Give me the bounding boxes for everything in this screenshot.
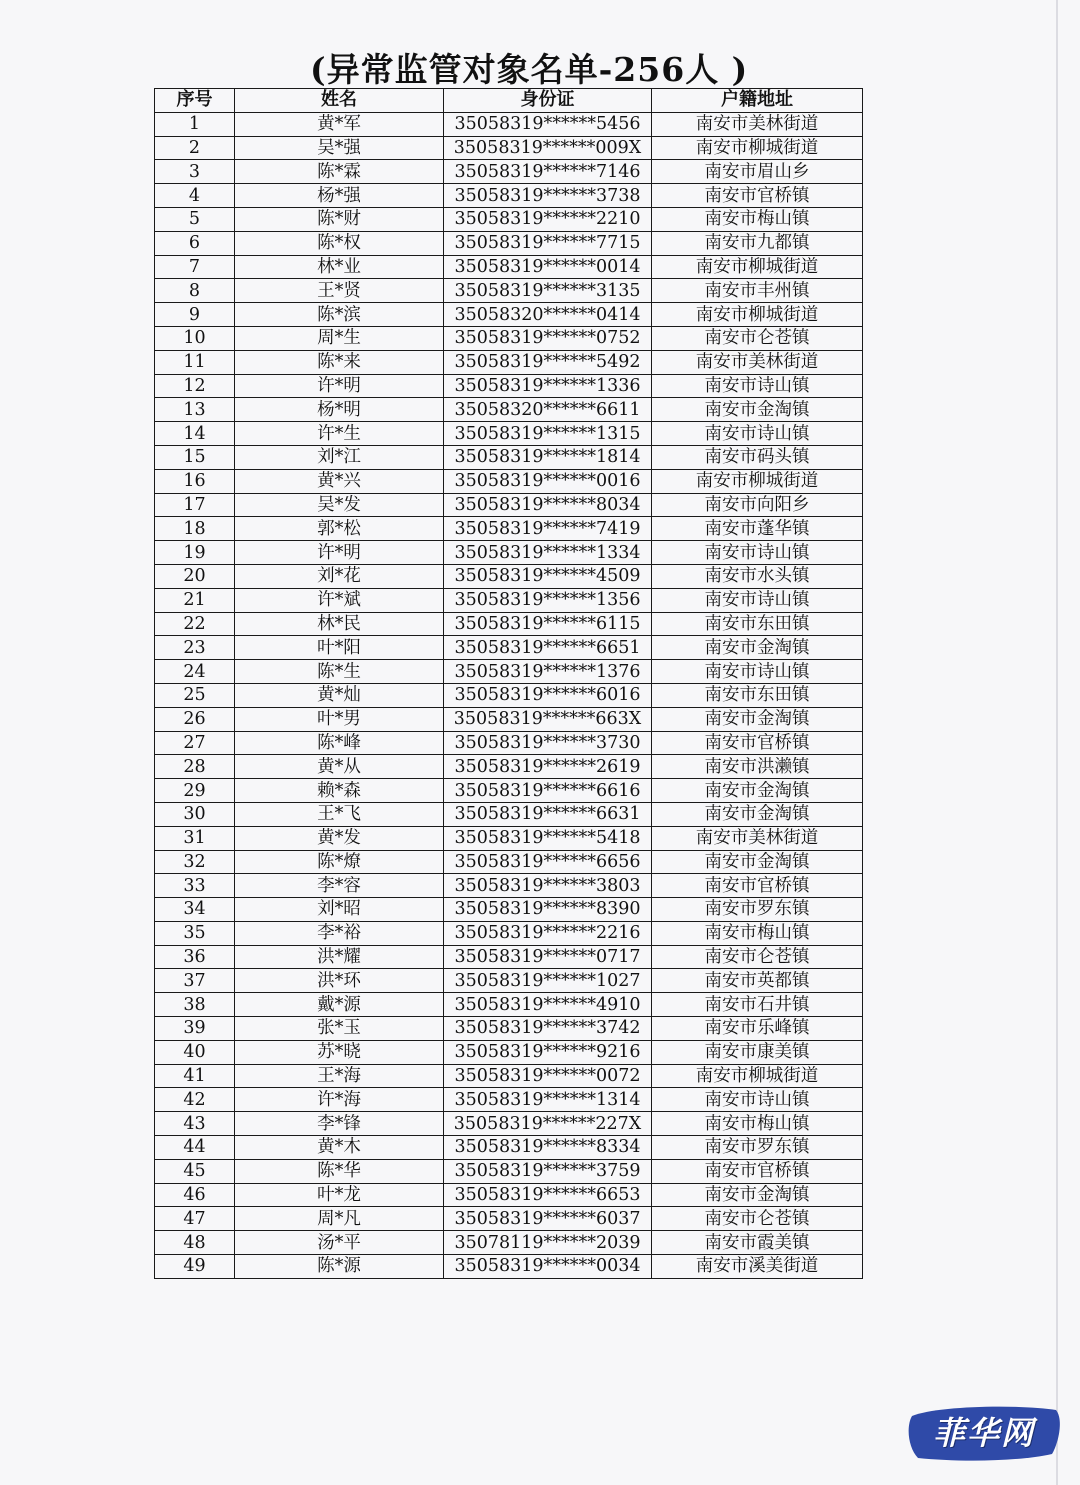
table-row — [155, 1255, 863, 1279]
cell-name: 林*业 — [235, 255, 444, 279]
cell-name: 赖*森 — [235, 779, 444, 803]
cell-id-number: 35058319******0072 — [444, 1064, 652, 1088]
cell-id-number: 35058319******5492 — [444, 350, 652, 374]
cell-index: 4 — [155, 184, 235, 208]
cell-index: 42 — [155, 1088, 235, 1112]
cell-index: 27 — [155, 731, 235, 755]
cell-id-number: 35058319******6651 — [444, 636, 652, 660]
table-row — [155, 207, 863, 231]
cell-index: 33 — [155, 874, 235, 898]
cell-address: 南安市梅山镇 — [652, 207, 863, 231]
column-header-address: 户籍地址 — [652, 89, 863, 113]
table-row — [155, 255, 863, 279]
cell-name: 陈*峰 — [235, 731, 444, 755]
cell-index: 29 — [155, 779, 235, 803]
cell-id-number: 35058319******0752 — [444, 326, 652, 350]
table-row — [155, 1112, 863, 1136]
cell-address: 南安市柳城街道 — [652, 255, 863, 279]
cell-id-number: 35058319******8390 — [444, 898, 652, 922]
cell-index: 36 — [155, 945, 235, 969]
cell-id-number: 35058319******1027 — [444, 969, 652, 993]
cell-id-number: 35058319******6037 — [444, 1207, 652, 1231]
table-row — [155, 779, 863, 803]
cell-index: 37 — [155, 969, 235, 993]
cell-name: 黄*军 — [235, 112, 444, 136]
cell-name: 刘*江 — [235, 445, 444, 469]
cell-address: 南安市美林街道 — [652, 350, 863, 374]
cell-name: 陈*霖 — [235, 160, 444, 184]
cell-id-number: 35058319******1356 — [444, 588, 652, 612]
cell-name: 王*海 — [235, 1064, 444, 1088]
cell-index: 5 — [155, 207, 235, 231]
table-row — [155, 945, 863, 969]
cell-id-number: 35058319******3738 — [444, 184, 652, 208]
table-row — [155, 755, 863, 779]
cell-address: 南安市石井镇 — [652, 993, 863, 1017]
table-row — [155, 1136, 863, 1160]
cell-index: 23 — [155, 636, 235, 660]
cell-index: 18 — [155, 517, 235, 541]
cell-address: 南安市码头镇 — [652, 445, 863, 469]
table-row — [155, 1017, 863, 1041]
cell-address: 南安市柳城街道 — [652, 469, 863, 493]
cell-name: 张*玉 — [235, 1017, 444, 1041]
table-row — [155, 683, 863, 707]
cell-name: 陈*生 — [235, 660, 444, 684]
table-row — [155, 136, 863, 160]
cell-id-number: 35058319******0034 — [444, 1255, 652, 1279]
cell-address: 南安市霞美镇 — [652, 1231, 863, 1255]
cell-name: 洪*环 — [235, 969, 444, 993]
table-row — [155, 398, 863, 422]
cell-name: 周*凡 — [235, 1207, 444, 1231]
cell-index: 2 — [155, 136, 235, 160]
cell-id-number: 35058319******4509 — [444, 564, 652, 588]
cell-address: 南安市诗山镇 — [652, 588, 863, 612]
cell-id-number: 35058319******7715 — [444, 231, 652, 255]
table-header-row — [155, 89, 863, 113]
cell-name: 王*贤 — [235, 279, 444, 303]
table-row — [155, 160, 863, 184]
cell-index: 7 — [155, 255, 235, 279]
table-row — [155, 517, 863, 541]
cell-address: 南安市罗东镇 — [652, 1136, 863, 1160]
cell-id-number: 35058319******6631 — [444, 802, 652, 826]
watermark-text: 菲华网 — [932, 1414, 1035, 1452]
cell-name: 许*明 — [235, 541, 444, 565]
cell-address: 南安市溪美街道 — [652, 1255, 863, 1279]
cell-id-number: 35058319******2210 — [444, 207, 652, 231]
cell-address: 南安市梅山镇 — [652, 921, 863, 945]
cell-id-number: 35058319******009X — [444, 136, 652, 160]
cell-index: 16 — [155, 469, 235, 493]
cell-address: 南安市官桥镇 — [652, 184, 863, 208]
cell-name: 李*裕 — [235, 921, 444, 945]
cell-id-number: 35058319******3803 — [444, 874, 652, 898]
document-title: (异常监管对象名单-256人 ) — [310, 50, 749, 89]
cell-name: 李*容 — [235, 874, 444, 898]
cell-name: 许*生 — [235, 422, 444, 446]
cell-index: 48 — [155, 1231, 235, 1255]
column-header-id: 身份证 — [444, 89, 652, 113]
table-row — [155, 493, 863, 517]
column-header-index: 序号 — [155, 89, 235, 113]
cell-address: 南安市东田镇 — [652, 612, 863, 636]
cell-address: 南安市眉山乡 — [652, 160, 863, 184]
cell-address: 南安市柳城街道 — [652, 1064, 863, 1088]
cell-address: 南安市仑苍镇 — [652, 326, 863, 350]
cell-address: 南安市乐峰镇 — [652, 1017, 863, 1041]
cell-name: 杨*明 — [235, 398, 444, 422]
cell-index: 10 — [155, 326, 235, 350]
table-row — [155, 850, 863, 874]
cell-id-number: 35058319******9216 — [444, 1040, 652, 1064]
cell-address: 南安市英都镇 — [652, 969, 863, 993]
table-row — [155, 1040, 863, 1064]
table-row — [155, 802, 863, 826]
cell-name: 吴*发 — [235, 493, 444, 517]
cell-id-number: 35058319******8334 — [444, 1136, 652, 1160]
cell-address: 南安市柳城街道 — [652, 136, 863, 160]
cell-address: 南安市金淘镇 — [652, 850, 863, 874]
cell-name: 陈*源 — [235, 1255, 444, 1279]
table-row — [155, 1088, 863, 1112]
cell-address: 南安市丰州镇 — [652, 279, 863, 303]
table-body — [155, 112, 863, 1278]
table-row — [155, 350, 863, 374]
cell-id-number: 35058320******0414 — [444, 303, 652, 327]
cell-name: 叶*男 — [235, 707, 444, 731]
cell-id-number: 35058319******1376 — [444, 660, 652, 684]
cell-name: 刘*昭 — [235, 898, 444, 922]
cell-index: 49 — [155, 1255, 235, 1279]
cell-index: 32 — [155, 850, 235, 874]
cell-index: 45 — [155, 1159, 235, 1183]
table-row — [155, 1183, 863, 1207]
cell-id-number: 35058319******5418 — [444, 826, 652, 850]
cell-name: 郭*松 — [235, 517, 444, 541]
cell-name: 汤*平 — [235, 1231, 444, 1255]
table-row — [155, 1207, 863, 1231]
cell-address: 南安市美林街道 — [652, 826, 863, 850]
cell-name: 陈*权 — [235, 231, 444, 255]
cell-id-number: 35058319******3135 — [444, 279, 652, 303]
cell-index: 35 — [155, 921, 235, 945]
cell-address: 南安市官桥镇 — [652, 874, 863, 898]
table-row — [155, 469, 863, 493]
cell-index: 40 — [155, 1040, 235, 1064]
cell-id-number: 35058319******7146 — [444, 160, 652, 184]
cell-name: 陈*滨 — [235, 303, 444, 327]
table-row — [155, 612, 863, 636]
table-row — [155, 731, 863, 755]
roster-table — [154, 88, 863, 1279]
cell-address: 南安市梅山镇 — [652, 1112, 863, 1136]
cell-address: 南安市东田镇 — [652, 683, 863, 707]
cell-id-number: 35058319******6653 — [444, 1183, 652, 1207]
table-row — [155, 707, 863, 731]
cell-index: 30 — [155, 802, 235, 826]
cell-id-number: 35058319******0717 — [444, 945, 652, 969]
cell-index: 8 — [155, 279, 235, 303]
cell-index: 34 — [155, 898, 235, 922]
cell-index: 26 — [155, 707, 235, 731]
cell-address: 南安市水头镇 — [652, 564, 863, 588]
cell-index: 9 — [155, 303, 235, 327]
table-row — [155, 1064, 863, 1088]
table-row — [155, 422, 863, 446]
table-row — [155, 445, 863, 469]
cell-name: 黄*发 — [235, 826, 444, 850]
cell-name: 刘*花 — [235, 564, 444, 588]
cell-name: 苏*晓 — [235, 1040, 444, 1064]
cell-id-number: 35058319******2619 — [444, 755, 652, 779]
table-row — [155, 184, 863, 208]
table-row — [155, 564, 863, 588]
cell-address: 南安市金淘镇 — [652, 398, 863, 422]
cell-address: 南安市诗山镇 — [652, 1088, 863, 1112]
table-row — [155, 231, 863, 255]
table-row — [155, 279, 863, 303]
cell-name: 黄*兴 — [235, 469, 444, 493]
cell-index: 20 — [155, 564, 235, 588]
cell-name: 叶*龙 — [235, 1183, 444, 1207]
cell-name: 林*民 — [235, 612, 444, 636]
cell-id-number: 35078119******2039 — [444, 1231, 652, 1255]
cell-index: 31 — [155, 826, 235, 850]
cell-id-number: 35058319******1336 — [444, 374, 652, 398]
table-row — [155, 1159, 863, 1183]
cell-index: 12 — [155, 374, 235, 398]
cell-name: 周*生 — [235, 326, 444, 350]
cell-name: 李*锋 — [235, 1112, 444, 1136]
cell-name: 陈*来 — [235, 350, 444, 374]
cell-index: 47 — [155, 1207, 235, 1231]
cell-index: 28 — [155, 755, 235, 779]
cell-id-number: 35058319******3730 — [444, 731, 652, 755]
cell-name: 吴*强 — [235, 136, 444, 160]
table-row — [155, 898, 863, 922]
cell-id-number: 35058319******6016 — [444, 683, 652, 707]
cell-address: 南安市康美镇 — [652, 1040, 863, 1064]
cell-index: 15 — [155, 445, 235, 469]
cell-address: 南安市仑苍镇 — [652, 1207, 863, 1231]
cell-index: 14 — [155, 422, 235, 446]
table-row — [155, 374, 863, 398]
cell-address: 南安市九都镇 — [652, 231, 863, 255]
cell-id-number: 35058319******1314 — [444, 1088, 652, 1112]
table-row — [155, 993, 863, 1017]
cell-address: 南安市蓬华镇 — [652, 517, 863, 541]
cell-index: 13 — [155, 398, 235, 422]
table-row — [155, 636, 863, 660]
table-row — [155, 1231, 863, 1255]
cell-id-number: 35058319******2216 — [444, 921, 652, 945]
table-row — [155, 826, 863, 850]
cell-name: 叶*阳 — [235, 636, 444, 660]
cell-id-number: 35058319******1334 — [444, 541, 652, 565]
table-row — [155, 874, 863, 898]
cell-address: 南安市诗山镇 — [652, 660, 863, 684]
cell-index: 43 — [155, 1112, 235, 1136]
cell-address: 南安市诗山镇 — [652, 422, 863, 446]
cell-address: 南安市金淘镇 — [652, 802, 863, 826]
cell-id-number: 35058319******227X — [444, 1112, 652, 1136]
cell-id-number: 35058319******6616 — [444, 779, 652, 803]
table-row — [155, 588, 863, 612]
table-row — [155, 969, 863, 993]
cell-name: 陈*华 — [235, 1159, 444, 1183]
cell-address: 南安市诗山镇 — [652, 374, 863, 398]
cell-address: 南安市金淘镇 — [652, 707, 863, 731]
cell-address: 南安市仑苍镇 — [652, 945, 863, 969]
cell-id-number: 35058319******5456 — [444, 112, 652, 136]
cell-address: 南安市金淘镇 — [652, 636, 863, 660]
cell-index: 6 — [155, 231, 235, 255]
cell-name: 陈*燎 — [235, 850, 444, 874]
cell-address: 南安市金淘镇 — [652, 1183, 863, 1207]
cell-address: 南安市柳城街道 — [652, 303, 863, 327]
cell-address: 南安市金淘镇 — [652, 779, 863, 803]
cell-id-number: 35058319******663X — [444, 707, 652, 731]
cell-id-number: 35058319******7419 — [444, 517, 652, 541]
cell-index: 22 — [155, 612, 235, 636]
cell-name: 王*飞 — [235, 802, 444, 826]
cell-index: 39 — [155, 1017, 235, 1041]
cell-address: 南安市洪濑镇 — [652, 755, 863, 779]
cell-name: 许*斌 — [235, 588, 444, 612]
cell-name: 黄*从 — [235, 755, 444, 779]
cell-index: 25 — [155, 683, 235, 707]
cell-index: 24 — [155, 660, 235, 684]
table-row — [155, 303, 863, 327]
cell-name: 黄*灿 — [235, 683, 444, 707]
cell-name: 许*海 — [235, 1088, 444, 1112]
cell-address: 南安市官桥镇 — [652, 731, 863, 755]
cell-index: 3 — [155, 160, 235, 184]
cell-index: 11 — [155, 350, 235, 374]
cell-index: 21 — [155, 588, 235, 612]
cell-index: 19 — [155, 541, 235, 565]
cell-index: 17 — [155, 493, 235, 517]
cell-name: 戴*源 — [235, 993, 444, 1017]
cell-id-number: 35058319******3742 — [444, 1017, 652, 1041]
cell-address: 南安市向阳乡 — [652, 493, 863, 517]
cell-name: 陈*财 — [235, 207, 444, 231]
cell-address: 南安市诗山镇 — [652, 541, 863, 565]
cell-index: 41 — [155, 1064, 235, 1088]
cell-index: 38 — [155, 993, 235, 1017]
cell-index: 1 — [155, 112, 235, 136]
table-row — [155, 541, 863, 565]
cell-index: 46 — [155, 1183, 235, 1207]
cell-id-number: 35058319******8034 — [444, 493, 652, 517]
table-row — [155, 660, 863, 684]
cell-id-number: 35058319******0014 — [444, 255, 652, 279]
cell-index: 44 — [155, 1136, 235, 1160]
cell-id-number: 35058319******6115 — [444, 612, 652, 636]
site-watermark — [906, 1404, 1062, 1462]
cell-id-number: 35058319******1814 — [444, 445, 652, 469]
cell-id-number: 35058319******0016 — [444, 469, 652, 493]
table-row — [155, 921, 863, 945]
cell-address: 南安市罗东镇 — [652, 898, 863, 922]
cell-address: 南安市官桥镇 — [652, 1159, 863, 1183]
table-row — [155, 326, 863, 350]
cell-name: 黄*木 — [235, 1136, 444, 1160]
column-header-name: 姓名 — [235, 89, 444, 113]
cell-id-number: 35058319******6656 — [444, 850, 652, 874]
cell-id-number: 35058320******6611 — [444, 398, 652, 422]
cell-name: 许*明 — [235, 374, 444, 398]
cell-id-number: 35058319******4910 — [444, 993, 652, 1017]
cell-id-number: 35058319******1315 — [444, 422, 652, 446]
cell-id-number: 35058319******3759 — [444, 1159, 652, 1183]
cell-name: 洪*耀 — [235, 945, 444, 969]
cell-address: 南安市美林街道 — [652, 112, 863, 136]
cell-name: 杨*强 — [235, 184, 444, 208]
table-row — [155, 112, 863, 136]
scan-edge-line — [1056, 0, 1058, 1485]
